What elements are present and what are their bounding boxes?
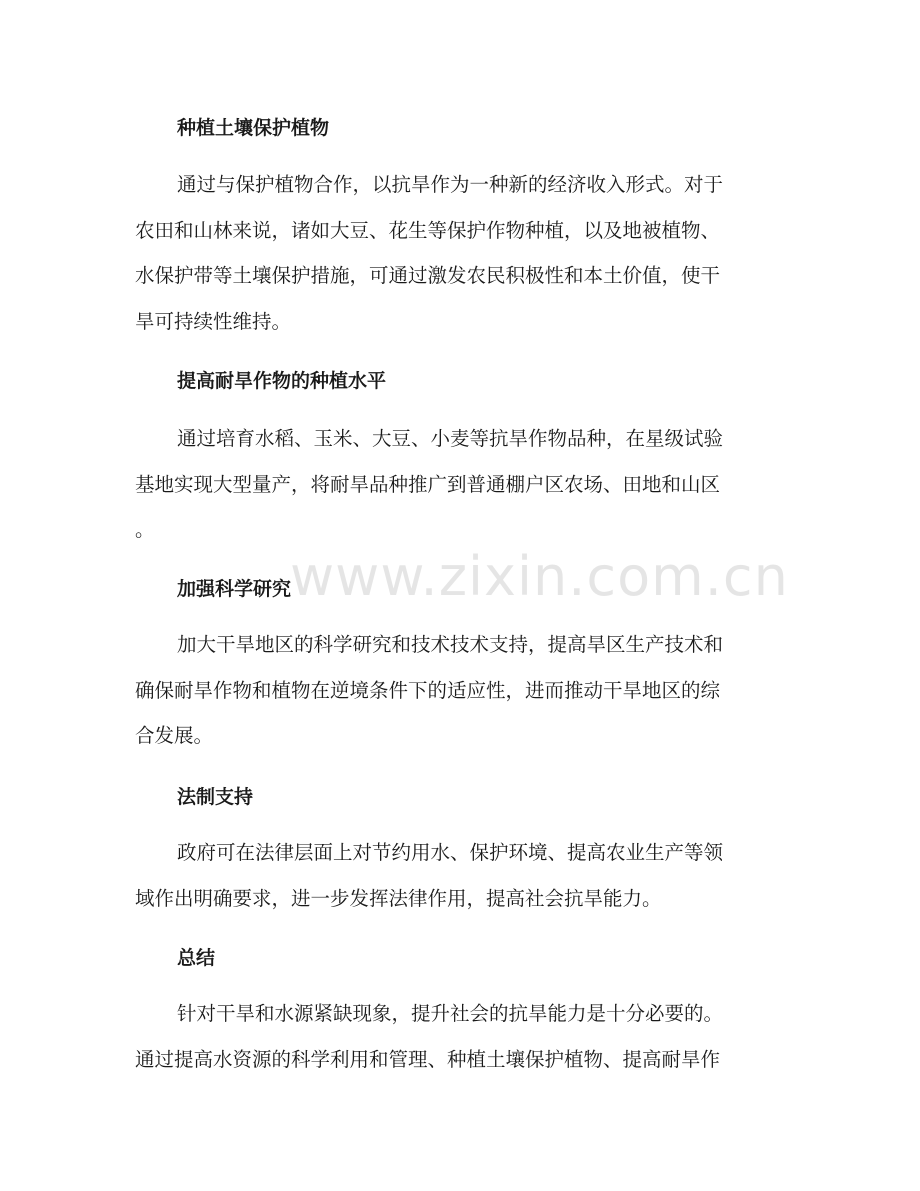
paragraph-line: 旱可持续性维持。	[135, 309, 292, 333]
paragraph-line: 通过与保护植物合作，以抗旱作为一种新的经济收入形式。对于	[177, 173, 724, 196]
paragraph-line: 加大干旱地区的科学研究和技术技术支持，提高旱区生产技术和	[177, 633, 724, 656]
section-paragraph	[135, 622, 775, 759]
section-heading: 法制支持	[177, 786, 254, 808]
section-paragraph	[135, 830, 775, 921]
paragraph-line: 水保护带等土壤保护措施，可通过激发农民积极性和本土价值，使干	[135, 264, 721, 288]
watermark: www.zixin.com.cn	[290, 545, 789, 608]
paragraph-line: 。	[135, 518, 155, 542]
section-heading: 总结	[177, 947, 216, 969]
section-heading: 提高耐旱作物的种植水平	[177, 370, 387, 392]
section-paragraph	[135, 416, 775, 553]
section-heading: 种植土壤保护植物	[177, 117, 330, 139]
paragraph-line: 政府可在法律层面上对节约用水、保护环境、提高农业生产等领	[177, 841, 724, 864]
paragraph-line: 确保耐旱作物和植物在逆境条件下的适应性，进而推动干旱地区的综	[135, 678, 721, 702]
paragraph-line: 通过培育水稻、玉米、大豆、小麦等抗旱作物品种，在星级试验	[177, 427, 724, 450]
paragraph-line: 合发展。	[135, 724, 214, 748]
section-paragraph	[135, 162, 775, 344]
paragraph-line: 针对干旱和水源紧缺现象，提升社会的抗旱能力是十分必要的。	[177, 1002, 724, 1025]
paragraph-line: 农田和山林来说，诸如大豆、花生等保护作物种植，以及地被植物、	[135, 218, 721, 242]
paragraph-line: 域作出明确要求，进一步发挥法律作用，提高社会抗旱能力。	[135, 886, 662, 910]
section-paragraph	[135, 991, 775, 1082]
section-heading: 加强科学研究	[177, 578, 292, 600]
paragraph-line: 基地实现大型量产，将耐旱品种推广到普通棚户区农场、田地和山区	[135, 472, 721, 496]
paragraph-line: 通过提高水资源的科学利用和管理、种植土壤保护植物、提高耐旱作	[135, 1047, 721, 1071]
